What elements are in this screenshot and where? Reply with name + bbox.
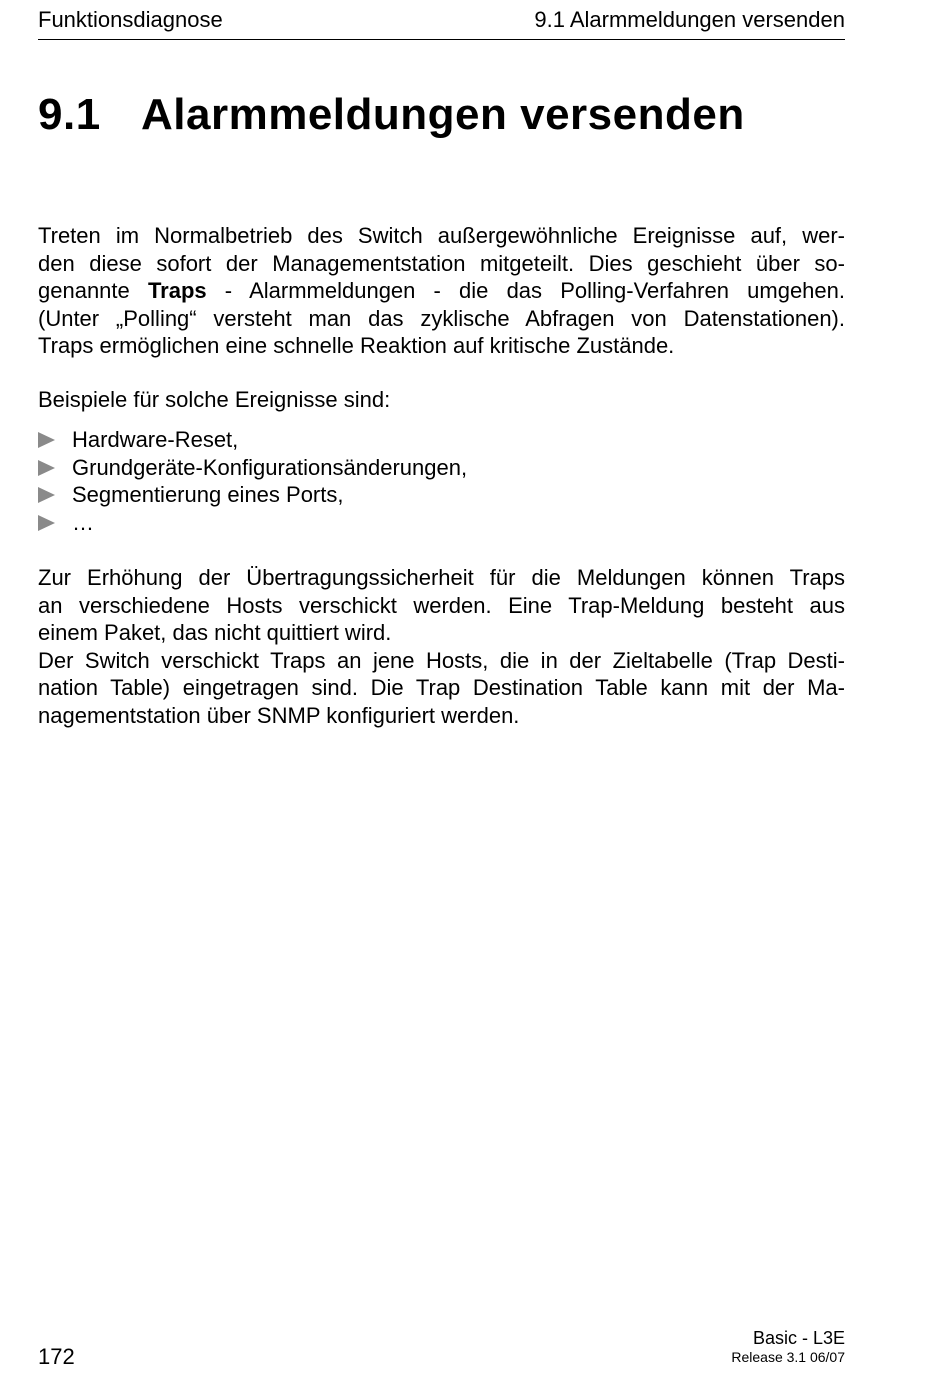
intro-line: Traps ermöglichen eine schnelle Reaktion auf kritische Zustände.: [38, 333, 675, 358]
security-line: nagementstation über SNMP konfiguriert werden.: [38, 702, 520, 728]
triangle-bullet-icon: [38, 515, 55, 531]
section-title-text: Alarmmeldungen versenden: [141, 90, 745, 139]
list-item-text: Grundgeräte-Konfigurationsänderungen,: [72, 454, 468, 480]
release-info: Release 3.1 06/07: [731, 1349, 845, 1365]
security-line: einem Paket, das nicht quittiert wird.: [38, 620, 392, 645]
triangle-bullet-icon: [38, 487, 55, 503]
intro-paragraph: [38, 222, 845, 360]
list-item: [38, 426, 467, 454]
section-number: 9.1: [38, 90, 101, 139]
security-line: Der Switch verschickt Traps an jene Hosts, die in der Zieltabelle (Trap Desti-: [38, 647, 845, 673]
list-item-text: Hardware-Reset,: [72, 427, 239, 452]
intro-line: (Unter „Polling“ versteht man das zyklische Abfragen von Datenstationen).: [38, 305, 845, 331]
triangle-bullet-icon: [38, 432, 55, 448]
intro-text: genannte: [38, 278, 148, 303]
security-line: nation Table) eingetragen sind. Die Trap Destination Table kann mit der Ma-: [38, 675, 845, 700]
traps-term: Traps: [147, 278, 207, 303]
running-header: [38, 6, 845, 40]
security-line: an verschiedene Hosts verschickt werden. Eine Trap-Meldung besteht aus: [38, 592, 845, 618]
triangle-bullet-icon: [38, 460, 55, 476]
intro-line: [38, 277, 845, 305]
list-item-text: Segmentierung eines Ports,: [72, 482, 344, 507]
intro-line: Treten im Normalbetrieb des Switch außergewöhnliche Ereignisse auf, wer-: [38, 223, 845, 248]
product-name: Basic - L3E: [752, 1328, 845, 1348]
header-chapter: Funktionsdiagnose: [38, 7, 223, 32]
examples-intro-text: Beispiele für solche Ereignisse sind:: [38, 387, 391, 412]
intro-text: - Alarmmeldungen - die das Polling-Verfahren umgehen.: [206, 278, 845, 303]
examples-list: [38, 426, 467, 536]
list-item: [38, 509, 467, 537]
list-item-text: …: [72, 509, 94, 535]
header-section: 9.1 Alarmmeldungen versenden: [534, 7, 845, 32]
list-item: [38, 481, 467, 509]
intro-line: den diese sofort der Managementstation mitgeteilt. Dies geschieht über so-: [38, 250, 845, 276]
security-paragraph: [38, 564, 845, 729]
security-line: Zur Erhöhung der Übertragungssicherheit für die Meldungen können Traps: [38, 565, 845, 590]
examples-intro: [38, 386, 845, 414]
list-item: [38, 454, 467, 482]
section-title: [38, 90, 745, 140]
page-number: 172: [38, 1344, 75, 1369]
footer-product-info: [731, 1327, 845, 1365]
